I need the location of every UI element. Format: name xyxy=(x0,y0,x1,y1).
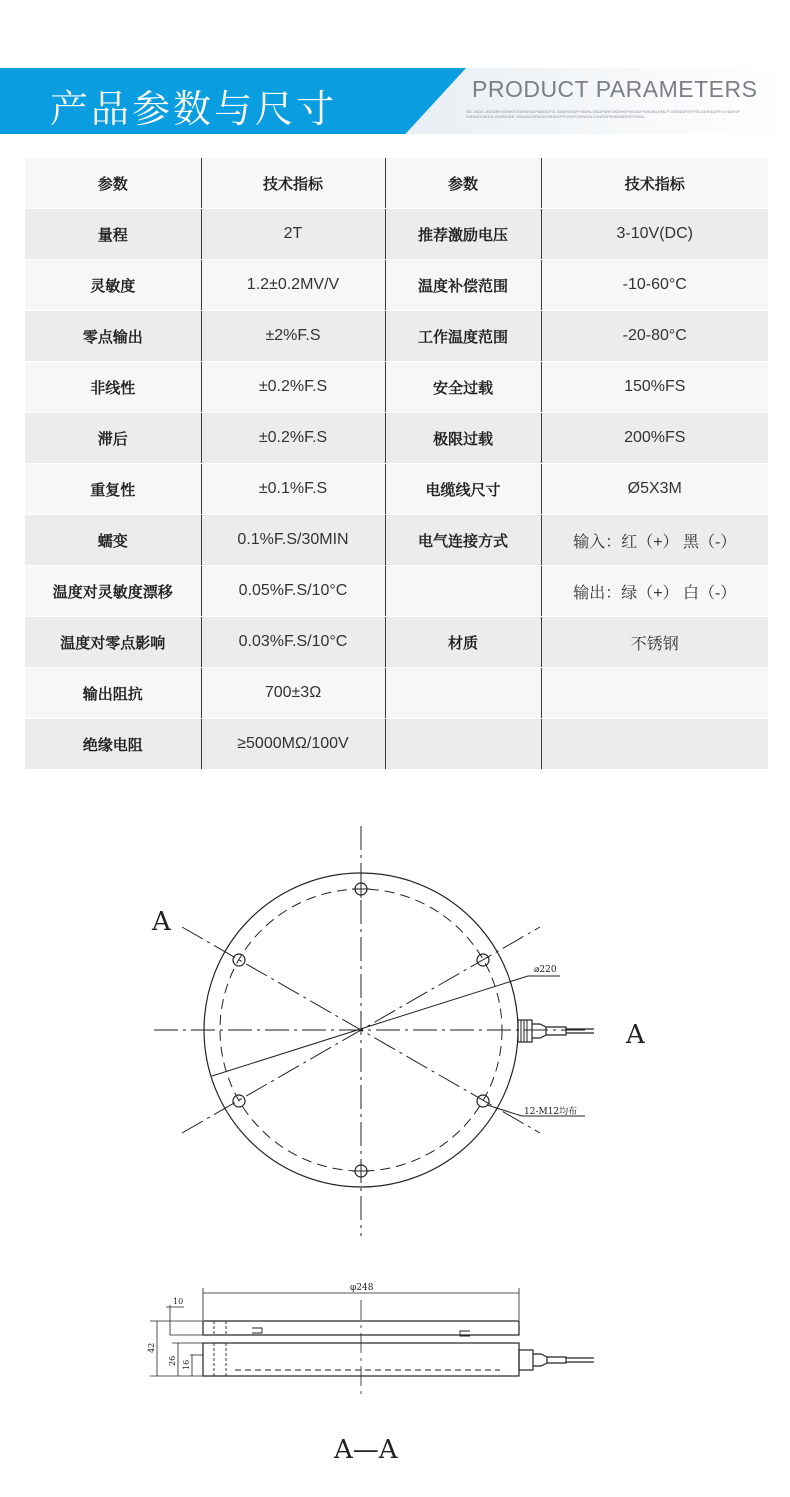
param-name: 零点输出 xyxy=(25,311,201,362)
table-row xyxy=(25,668,768,719)
param-value: 3-10V(DC) xyxy=(541,209,768,260)
param-value: ±0.2%F.S xyxy=(201,362,385,413)
pcd-label: ⌀220 xyxy=(534,965,557,975)
param-value: 输出：绿（+） 白（-） xyxy=(541,566,768,617)
table-row xyxy=(25,566,768,617)
param-value: ±2%F.S xyxy=(201,311,385,362)
width-dimension-label: φ248 xyxy=(350,1283,374,1293)
param-name: 工作温度范围 xyxy=(385,311,541,362)
param-value xyxy=(541,668,768,719)
param-value: 200%FS xyxy=(541,413,768,464)
param-name: 温度对灵敏度漂移 xyxy=(25,566,201,617)
param-name: 温度补偿范围 xyxy=(385,260,541,311)
table-row xyxy=(25,413,768,464)
param-value: -10-60°C xyxy=(541,260,768,311)
top-view-drawing xyxy=(154,826,594,1236)
param-value: 0.05%F.S/10°C xyxy=(201,566,385,617)
dim-16-label: 16 xyxy=(182,1359,191,1370)
param-value: 不锈钢 xyxy=(541,617,768,668)
holes-leader xyxy=(487,1105,522,1116)
header-banner xyxy=(0,68,790,134)
banner-fine-print: OIL JNDK JGEDSHGDNKFDGHNKSDFNBGDFJL SDNHKSDFHSDNLGBDFNHKSKDHGFHKGDFHJKDBLHMLP CDKSDFGFPSEJGHKDDFH CHAHOF DJDHGLDESJLGHHNSDE JGKASDGFNCKHSHDGFPGSHTGHNSDLSVNSGPKHBHSDERTHDSL xyxy=(466,109,740,119)
param-name xyxy=(385,566,541,617)
param-value: 2T xyxy=(201,209,385,260)
table-row xyxy=(25,311,768,362)
section-mark-left: A xyxy=(152,907,171,937)
param-name: 重复性 xyxy=(25,464,201,515)
param-value: 1.2±0.2MV/V xyxy=(201,260,385,311)
table-row xyxy=(25,464,768,515)
param-value: 0.1%F.S/30MIN xyxy=(201,515,385,566)
table-header-cell: 技术指标 xyxy=(201,158,385,209)
param-value: ±0.2%F.S xyxy=(201,413,385,464)
param-name: 推荐激励电压 xyxy=(385,209,541,260)
param-name: 输出阻抗 xyxy=(25,668,201,719)
param-name: 电缆线尺寸 xyxy=(385,464,541,515)
param-name: 滞后 xyxy=(25,413,201,464)
page-title-english: PRODUCT PARAMETERS xyxy=(472,76,758,102)
dim-42-label: 42 xyxy=(147,1342,156,1353)
param-value xyxy=(541,719,768,770)
table-row xyxy=(25,209,768,260)
param-value: 0.03%F.S/10°C xyxy=(201,617,385,668)
table-header-cell: 参数 xyxy=(385,158,541,209)
section-title: A—A xyxy=(334,1435,398,1465)
cable-connector xyxy=(518,1020,532,1042)
param-name: 非线性 xyxy=(25,362,201,413)
param-name: 安全过载 xyxy=(385,362,541,413)
table-row xyxy=(25,362,768,413)
param-value: 150%FS xyxy=(541,362,768,413)
section-view-drawing xyxy=(150,1288,594,1395)
parameters-table xyxy=(25,158,768,770)
table-row xyxy=(25,719,768,770)
dim-26-label: 26 xyxy=(168,1355,177,1366)
param-name xyxy=(385,668,541,719)
param-name: 极限过载 xyxy=(385,413,541,464)
table-header-cell: 技术指标 xyxy=(541,158,768,209)
table-row xyxy=(25,260,768,311)
dim-10-label: 10 xyxy=(173,1297,184,1306)
param-value: Ø5X3M xyxy=(541,464,768,515)
table-row xyxy=(25,515,768,566)
param-value: ±0.1%F.S xyxy=(201,464,385,515)
param-name xyxy=(385,719,541,770)
page-title: 产品参数与尺寸 xyxy=(50,87,338,131)
table-header-cell: 参数 xyxy=(25,158,201,209)
param-value: ≥5000MΩ/100V xyxy=(201,719,385,770)
param-value: -20-80°C xyxy=(541,311,768,362)
table-header-row xyxy=(25,158,768,209)
param-name: 绝缘电阻 xyxy=(25,719,201,770)
param-name: 电气连接方式 xyxy=(385,515,541,566)
param-name: 量程 xyxy=(25,209,201,260)
table-row xyxy=(25,617,768,668)
param-value: 700±3Ω xyxy=(201,668,385,719)
diameter-leader xyxy=(212,976,528,1076)
technical-drawings xyxy=(0,790,790,1493)
param-name: 材质 xyxy=(385,617,541,668)
param-value: 输入：红（+） 黑（-） xyxy=(541,515,768,566)
param-name: 温度对零点影响 xyxy=(25,617,201,668)
param-name: 蠕变 xyxy=(25,515,201,566)
param-name: 灵敏度 xyxy=(25,260,201,311)
holes-label: 12-M12均布 xyxy=(524,1107,578,1117)
section-mark-right: A xyxy=(626,1020,645,1050)
